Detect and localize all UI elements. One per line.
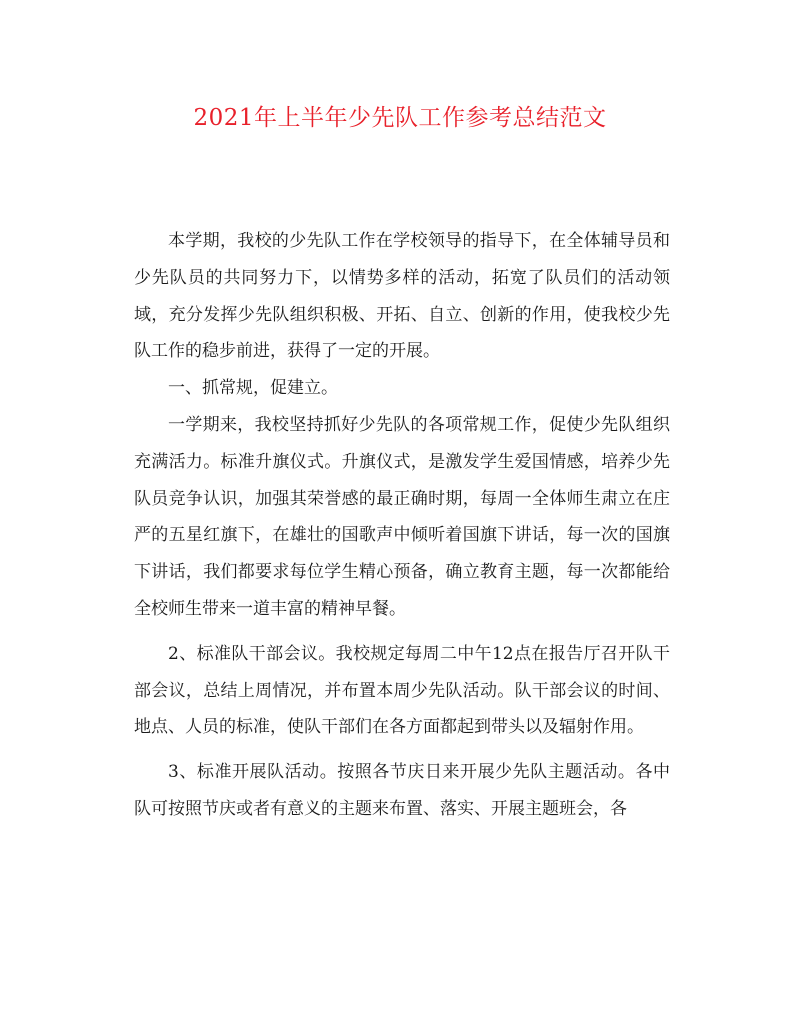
paragraph-routine: 一学期来，我校坚持抓好少先队的各项常规工作，促使少先队组织充满活力。标准升旗仪式。升旗仪式，是激发学生爱国情感，培养少先队员竞争认识，加强其荣誉感的最正确时期，每周一全体师生肃立在庄严的五星红旗下，在雄壮的国歌声中倾听着国旗下讲话，每一次的国旗下讲话，我们都要求每位学生精心预备，确立教育主题，每一次都能给全校师生带来一道丰富的精神早餐。 [134, 414, 670, 619]
document-body [134, 223, 670, 828]
paragraph-cadre-meeting: 2、标准队干部会议。我校规定每周二中午12点在报告厅召开队干部会议，总结上周情况，并布置本周少先队活动。队干部会议的时间、地点、人员的标准，使队干部们在各方面都起到带头以及辐射作用。 [134, 643, 670, 738]
paragraph-intro: 本学期，我校的少先队工作在学校领导的指导下，在全体辅导员和少先队员的共同努力下，以情势多样的活动，拓宽了队员们的活动领域，充分发挥少先队组织积极、开拓、自立、创新的作用，使我校少先队工作的稳步前进，获得了一定的开展。 [134, 231, 670, 362]
paragraph-activities: 3、标准开展队活动。按照各节庆日来开展少先队主题活动。各中队可按照节庆或者有意义的主题来布置、落实、开展主题班会，各 [134, 762, 670, 819]
document-title: 2021年上半年少先队工作参考总结范文 [193, 105, 607, 131]
section-heading: 一、抓常规，促建立。 [168, 378, 338, 399]
